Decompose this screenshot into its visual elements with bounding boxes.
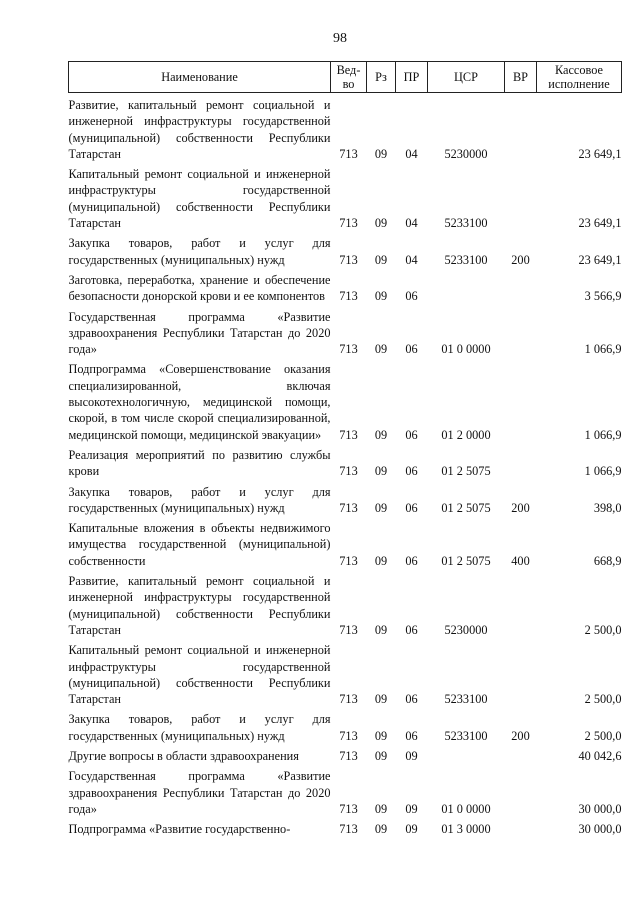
cell-name [69, 93, 331, 163]
cell-rz: 09 [374, 622, 388, 637]
cell-rz: 09 [374, 748, 388, 763]
table-row [69, 569, 622, 638]
row-name-text: Другие вопросы в области здравоохранения [68, 748, 299, 763]
cell-rz: 09 [374, 801, 388, 816]
table-row [69, 93, 622, 163]
cell-ved: 713 [339, 146, 358, 161]
table-row [69, 268, 622, 305]
table-row [69, 357, 622, 442]
cell-csr: 01 2 5075 [441, 500, 491, 515]
table-row [69, 443, 622, 480]
cell-csr: 01 2 0000 [441, 427, 491, 442]
cell-amount: 2 500,0 [584, 622, 622, 637]
row-name-text: Реализация мероприятий по развитию службы крови [68, 447, 331, 479]
cell-name [69, 268, 331, 305]
cell-pr: 04 [405, 252, 418, 267]
row-name-text: Развитие, капитальный ремонт социальной и инженерной инфраструктуры государственной (муниципальной) собственности Республики Татарстан [68, 574, 331, 637]
table-row [69, 480, 622, 517]
table-row [69, 305, 622, 358]
cell-vr [505, 443, 537, 480]
cell-ved: 713 [339, 464, 358, 479]
cell-amount: 1 066,9 [584, 427, 622, 442]
cell-vr [505, 93, 537, 163]
table-row [69, 707, 622, 744]
cell-pr: 06 [405, 553, 418, 568]
cell-name [69, 162, 331, 231]
cell-vr [505, 638, 537, 707]
cell-name [69, 480, 331, 517]
row-name-text: Подпрограмма «Совершенствование оказания специализированной, включая высокотехнологичную, медицинской помощи, скорой, в том числе скорой специализированной, медицинской помощи, медицинской эвакуации» [68, 362, 331, 442]
cell-name [69, 744, 331, 764]
row-name-text: Капитальные вложения в объекты недвижимого имущества государственной (муниципальной) собственности [68, 521, 331, 568]
cell-csr [428, 744, 505, 764]
table-row [69, 231, 622, 268]
cell-csr: 01 3 0000 [441, 822, 491, 837]
cell-pr: 06 [405, 728, 418, 743]
cell-amount: 398,0 [593, 500, 622, 515]
row-name-text: Заготовка, переработка, хранение и обеспечение безопасности донорской крови и ее компонентов [68, 272, 331, 304]
cell-ved: 713 [339, 748, 358, 763]
cell-rz: 09 [374, 553, 388, 568]
cell-pr: 04 [405, 216, 418, 231]
cell-csr: 01 0 0000 [441, 801, 491, 816]
row-name-text: Развитие, капитальный ремонт социальной и инженерной инфраструктуры государственной (муниципальной) собственности Республики Татарстан [68, 98, 331, 161]
cell-vr [505, 357, 537, 442]
cell-csr: 5230000 [444, 622, 488, 637]
cell-pr: 06 [405, 500, 418, 515]
table-row [69, 162, 622, 231]
cell-amount: 3 566,9 [584, 289, 622, 304]
budget-table [68, 61, 622, 837]
cell-ved: 713 [339, 622, 358, 637]
cell-name [69, 569, 331, 638]
page-number: 98 [333, 31, 347, 46]
row-name-text: Закупка товаров, работ и услуг для государственных (муниципальных) нужд [68, 484, 331, 515]
cell-amount: 30 000,0 [578, 801, 622, 816]
cell-amount: 30 000,0 [578, 822, 622, 837]
cell-pr: 06 [405, 622, 418, 637]
cell-amount: 2 500,0 [584, 728, 622, 743]
cell-rz: 09 [374, 692, 388, 707]
cell-vr [505, 569, 537, 638]
cell-name [69, 707, 331, 744]
header-pr: ПР [396, 62, 428, 93]
cell-ved: 713 [339, 289, 358, 304]
cell-csr: 5233100 [444, 692, 488, 707]
cell-ved: 713 [339, 692, 358, 707]
header-csr: ЦСР [428, 62, 505, 93]
header-rz: Рз [367, 62, 396, 93]
cell-ved: 713 [339, 801, 358, 816]
cell-pr: 09 [405, 822, 418, 837]
cell-vr: 200 [511, 728, 530, 743]
header-name: Наименование [69, 62, 331, 93]
header-amount: Кассовое исполнение [537, 62, 622, 93]
cell-vr [505, 764, 537, 817]
cell-amount: 40 042,6 [578, 748, 622, 763]
cell-name [69, 231, 331, 268]
cell-rz: 09 [374, 500, 388, 515]
cell-ved: 713 [339, 342, 358, 357]
cell-rz: 09 [374, 146, 388, 161]
cell-vr: 400 [511, 553, 530, 568]
cell-csr: 5233100 [444, 252, 488, 267]
cell-pr: 06 [405, 464, 418, 479]
cell-vr [505, 162, 537, 231]
cell-rz: 09 [374, 427, 388, 442]
table-row [69, 817, 622, 837]
row-name-text: Подпрограмма «Развитие государственно- [68, 822, 291, 837]
cell-ved: 713 [339, 500, 358, 515]
cell-pr: 06 [405, 289, 418, 304]
cell-rz: 09 [374, 289, 388, 304]
cell-rz: 09 [374, 216, 388, 231]
cell-vr: 200 [511, 252, 530, 267]
row-name-text: Закупка товаров, работ и услуг для государственных (муниципальных) нужд [68, 236, 331, 267]
row-name-text: Государственная программа «Развитие здравоохранения Республики Татарстан до 2020 года» [68, 309, 331, 357]
cell-amount: 1 066,9 [584, 342, 622, 357]
cell-name [69, 357, 331, 442]
table-body [69, 93, 622, 838]
cell-amount: 23 649,1 [578, 252, 622, 267]
cell-rz: 09 [374, 822, 388, 837]
cell-pr: 06 [405, 692, 418, 707]
cell-rz: 09 [374, 464, 388, 479]
cell-pr: 04 [405, 146, 418, 161]
cell-csr: 5230000 [444, 146, 488, 161]
cell-name [69, 817, 331, 837]
cell-amount: 2 500,0 [584, 692, 622, 707]
cell-ved: 713 [339, 822, 358, 837]
cell-ved: 713 [339, 216, 358, 231]
table-row [69, 764, 622, 817]
cell-vr [505, 305, 537, 358]
row-name-text: Капитальный ремонт социальной и инженерной инфраструктуры государственной (муниципальной) собственности Республики Татарстан [68, 643, 331, 707]
cell-csr: 01 2 5075 [441, 553, 491, 568]
cell-pr: 06 [405, 427, 418, 442]
cell-pr: 06 [405, 342, 418, 357]
cell-vr [505, 817, 537, 837]
cell-csr: 5233100 [444, 216, 488, 231]
row-name-text: Капитальный ремонт социальной и инженерной инфраструктуры государственной (муниципальной) собственности Республики Татарстан [68, 167, 331, 231]
cell-name [69, 764, 331, 817]
row-name-text: Закупка товаров, работ и услуг для государственных (муниципальных) нужд [68, 712, 331, 743]
table-row [69, 744, 622, 764]
cell-rz: 09 [374, 342, 388, 357]
cell-amount: 1 066,9 [584, 464, 622, 479]
cell-pr: 09 [405, 748, 418, 763]
cell-rz: 09 [374, 252, 388, 267]
cell-csr: 5233100 [444, 728, 488, 743]
header-ved: Вед- во [331, 62, 367, 93]
table-row [69, 516, 622, 569]
cell-vr [505, 268, 537, 305]
cell-amount: 23 649,1 [578, 146, 622, 161]
cell-rz: 09 [374, 728, 388, 743]
cell-csr: 01 2 5075 [441, 464, 491, 479]
cell-ved: 713 [339, 252, 358, 267]
table-row [69, 638, 622, 707]
header-vr: ВР [505, 62, 537, 93]
cell-csr: 01 0 0000 [441, 342, 491, 357]
cell-ved: 713 [339, 728, 358, 743]
cell-amount: 23 649,1 [578, 216, 622, 231]
cell-vr [505, 744, 537, 764]
cell-ved: 713 [339, 553, 358, 568]
cell-name [69, 516, 331, 569]
cell-csr [428, 268, 505, 305]
cell-pr: 09 [405, 801, 418, 816]
cell-ved: 713 [339, 427, 358, 442]
cell-amount: 668,9 [593, 553, 622, 568]
cell-name [69, 443, 331, 480]
table-header-row [69, 62, 622, 93]
cell-vr: 200 [511, 500, 530, 515]
row-name-text: Государственная программа «Развитие здравоохранения Республики Татарстан до 2020 года» [68, 769, 331, 816]
cell-name [69, 305, 331, 358]
cell-name [69, 638, 331, 707]
